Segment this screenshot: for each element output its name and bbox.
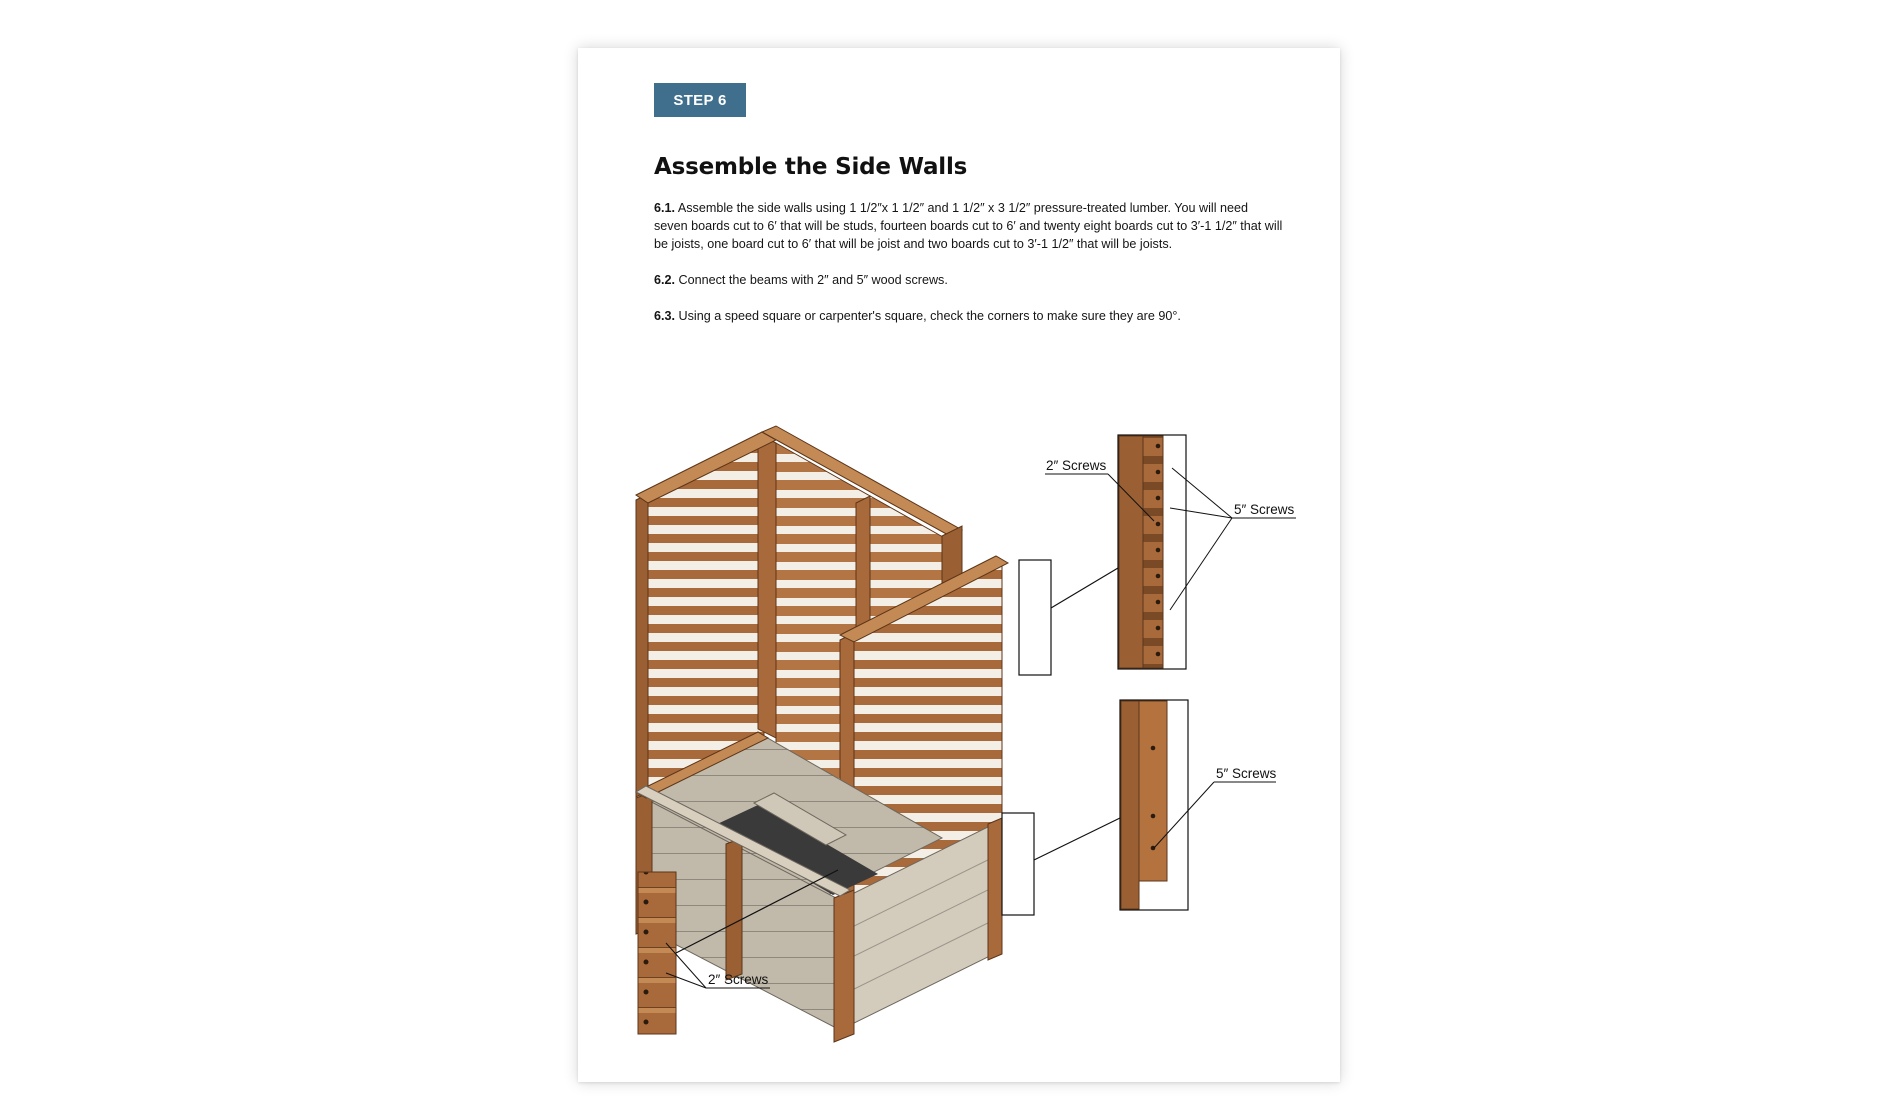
leader-line <box>1034 818 1120 860</box>
leader-line <box>1172 468 1232 518</box>
detail-blocks <box>638 872 676 1034</box>
step-number: 6.3. <box>654 309 676 323</box>
detail-middle <box>1002 700 1277 915</box>
detail-blocks <box>1143 436 1163 668</box>
callout-box <box>1002 813 1034 915</box>
detail-top <box>1019 435 1296 675</box>
detail-board <box>1139 701 1167 881</box>
callout-5in-screws-mid: 5″ Screws <box>1216 766 1277 781</box>
leader-line <box>1170 508 1232 518</box>
planter-model <box>636 426 1008 1042</box>
screw-dot <box>1151 746 1156 751</box>
step-text: Using a speed square or carpenter's square, check the corners to make sure they are 90°. <box>678 309 1181 323</box>
post <box>834 890 854 1042</box>
leader-line <box>1170 518 1232 610</box>
post <box>988 818 1002 960</box>
callout-2in-screws-bottom: 2″ Screws <box>708 972 769 987</box>
step-number: 6.1. <box>654 201 676 215</box>
step-number: 6.2. <box>654 273 676 287</box>
assembly-illustration <box>578 48 1340 1082</box>
document-page <box>578 48 1340 1082</box>
post <box>636 494 648 797</box>
leader-line <box>1051 568 1118 608</box>
step-text: Assemble the side walls using 1 1/2″x 1 1/2″ and 1 1/2″ x 3 1/2″ pressure-treated lumber. You will need seven boards cut to 6′ that will be studs, fourteen boards cut to 6′ and twenty eight boards cut to 3′-1 1/2″ that will be joists, one board cut to 6′ that will be joist and two boards cut to 3′-1 1/2″ that will be joists. <box>654 201 1283 251</box>
screw-dot <box>1151 814 1156 819</box>
callout-2in-screws-top: 2″ Screws <box>1046 458 1107 473</box>
post <box>758 434 776 738</box>
step-label: STEP 6 <box>673 91 727 109</box>
page-title: Assemble the Side Walls <box>654 154 968 180</box>
step-text: Connect the beams with 2″ and 5″ wood screws. <box>678 273 948 287</box>
callout-5in-screws-top: 5″ Screws <box>1234 502 1295 517</box>
detail-post <box>1119 436 1143 668</box>
callout-box <box>1019 560 1051 675</box>
detail-post <box>1121 701 1139 909</box>
post <box>726 838 742 980</box>
